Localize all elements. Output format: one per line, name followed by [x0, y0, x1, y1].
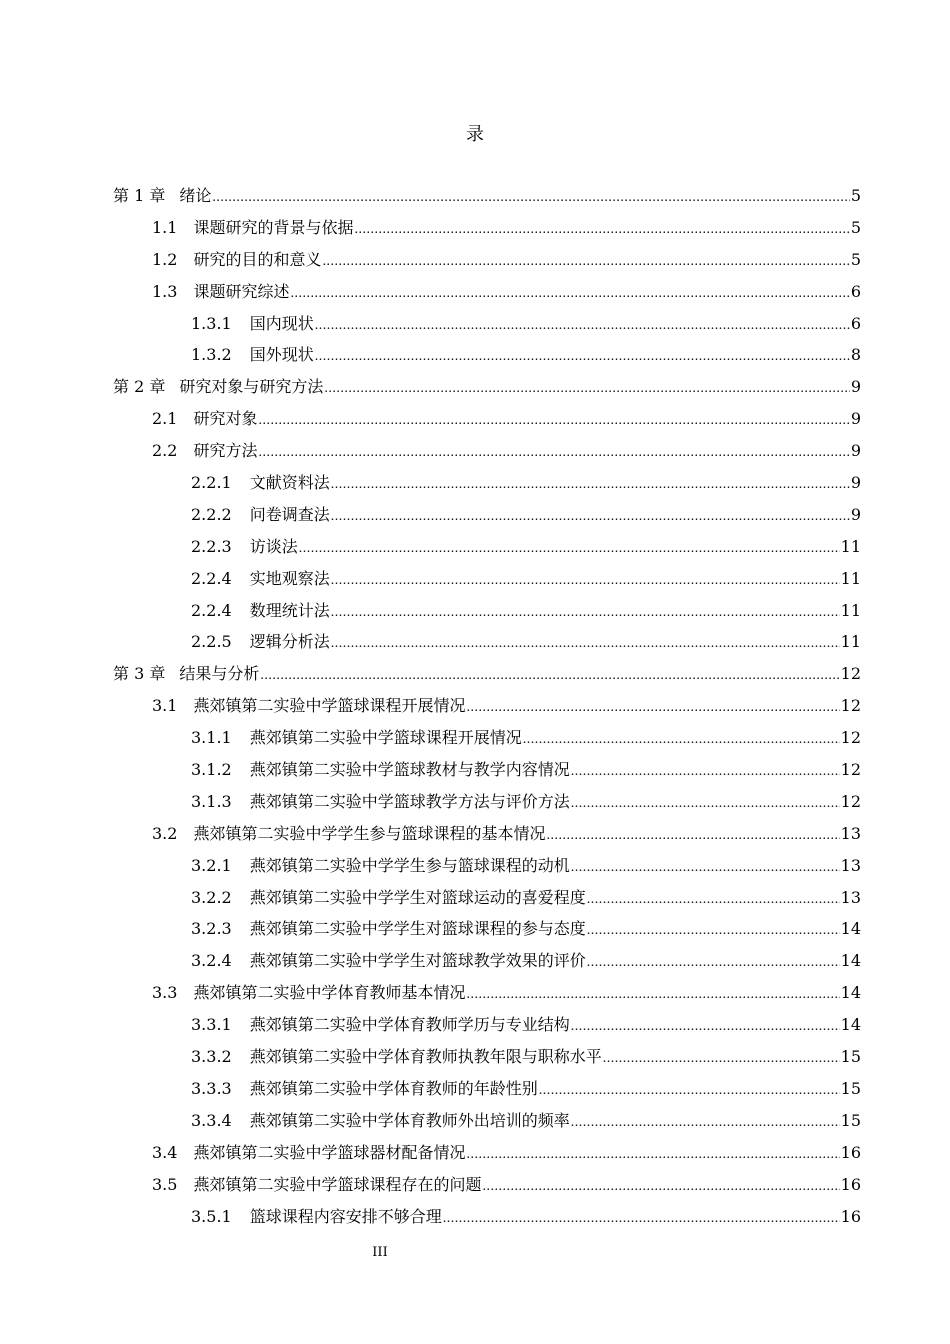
table-of-contents	[113, 180, 861, 1232]
toc-subsection-entry[interactable]	[113, 339, 861, 371]
toc-entry-page-number: 14	[840, 1015, 861, 1035]
toc-subsection-entry[interactable]	[113, 467, 861, 499]
toc-entry-page-number: 14	[840, 951, 861, 971]
toc-subsection-entry[interactable]	[113, 499, 861, 531]
toc-dot-leader	[299, 533, 840, 565]
toc-entry-number: 3.1	[152, 696, 178, 716]
toc-dot-leader	[571, 1011, 840, 1043]
toc-dot-leader	[443, 1203, 840, 1235]
toc-entry-page-number: 5	[850, 249, 861, 269]
toc-entry-title: 研究对象	[193, 409, 258, 429]
toc-entry-title: 文献资料法	[249, 473, 330, 493]
toc-section-entry[interactable]	[113, 212, 861, 244]
toc-subsection-entry[interactable]	[113, 531, 861, 563]
toc-dot-leader	[482, 1171, 839, 1203]
toc-entry-title: 篮球课程内容安排不够合理	[249, 1206, 442, 1226]
toc-chapter-entry[interactable]	[113, 371, 861, 403]
toc-entry-page-number: 5	[850, 186, 861, 205]
toc-entry-number: 2.2.4	[191, 568, 232, 588]
toc-subsection-entry[interactable]	[113, 1009, 861, 1041]
toc-dot-leader	[587, 947, 840, 979]
toc-entry-number: 第 2 章	[113, 377, 166, 397]
toc-entry-title: 燕郊镇第二实验中学篮球教学方法与评价方法	[249, 791, 570, 811]
toc-entry-page-number: 14	[840, 919, 861, 939]
toc-entry-number: 3.4	[152, 1142, 178, 1162]
toc-entry-title: 燕郊镇第二实验中学学生对篮球教学效果的评价	[249, 951, 586, 971]
toc-entry-page-number: 16	[840, 1174, 861, 1194]
toc-entry-page-number: 11	[840, 568, 861, 588]
toc-entry-number: 3.3.2	[191, 1047, 232, 1067]
toc-subsection-entry[interactable]	[113, 1041, 861, 1073]
toc-entry-title: 数理统计法	[249, 600, 330, 620]
toc-entry-page-number: 9	[850, 473, 861, 493]
toc-entry-title: 燕郊镇第二实验中学篮球课程开展情况	[249, 728, 522, 748]
toc-entry-number: 3.1.1	[191, 728, 232, 748]
toc-entry-number: 3.2.2	[191, 887, 232, 907]
page-number-footer: III	[372, 1245, 388, 1260]
toc-entry-page-number: 15	[840, 1078, 861, 1098]
toc-entry-title: 燕郊镇第二实验中学篮球教材与教学内容情况	[249, 760, 570, 780]
toc-dot-leader	[331, 565, 840, 597]
toc-entry-page-number: 8	[850, 345, 861, 365]
toc-entry-page-number: 15	[840, 1110, 861, 1130]
toc-entry-number: 2.2	[152, 441, 178, 461]
toc-chapter-entry[interactable]	[113, 180, 861, 212]
toc-entry-number: 3.3	[152, 983, 178, 1003]
toc-entry-number: 3.2.3	[191, 919, 232, 939]
toc-entry-title: 燕郊镇第二实验中学学生参与篮球课程的动机	[249, 855, 570, 875]
toc-entry-page-number: 6	[850, 313, 861, 333]
toc-entry-page-number: 13	[840, 855, 861, 875]
toc-dot-leader	[466, 692, 839, 724]
toc-entry-page-number: 12	[840, 791, 861, 811]
toc-section-entry[interactable]	[113, 276, 861, 308]
toc-dot-leader	[571, 852, 840, 884]
toc-dot-leader	[260, 660, 839, 692]
toc-subsection-entry[interactable]	[113, 722, 861, 754]
toc-entry-page-number: 6	[850, 281, 861, 301]
toc-entry-number: 3.1.2	[191, 760, 232, 780]
toc-dot-leader	[315, 341, 850, 373]
toc-entry-number: 2.2.5	[191, 632, 232, 652]
toc-entry-title: 燕郊镇第二实验中学体育教师执教年限与职称水平	[249, 1047, 602, 1067]
toc-entry-title: 燕郊镇第二实验中学体育教师外出培训的频率	[249, 1110, 570, 1130]
toc-entry-page-number: 13	[840, 823, 861, 843]
toc-section-entry[interactable]	[113, 1137, 861, 1169]
toc-entry-title: 绪论	[179, 186, 212, 205]
toc-dot-leader	[546, 820, 839, 852]
toc-entry-page-number: 9	[850, 377, 861, 397]
page-title: 录	[466, 124, 484, 145]
toc-entry-page-number: 12	[840, 664, 861, 684]
toc-entry-page-number: 12	[840, 760, 861, 780]
toc-entry-number: 3.3.1	[191, 1015, 232, 1035]
toc-section-entry[interactable]	[113, 1169, 861, 1201]
toc-dot-leader	[539, 1075, 840, 1107]
toc-subsection-entry[interactable]	[113, 1073, 861, 1105]
toc-section-entry[interactable]	[113, 244, 861, 276]
toc-entry-title: 燕郊镇第二实验中学篮球课程开展情况	[193, 696, 466, 716]
toc-entry-title: 燕郊镇第二实验中学体育教师的年龄性别	[249, 1078, 538, 1098]
toc-entry-page-number: 11	[840, 600, 861, 620]
toc-dot-leader	[324, 373, 849, 405]
toc-subsection-entry[interactable]	[113, 754, 861, 786]
toc-entry-title: 燕郊镇第二实验中学学生对篮球课程的参与态度	[249, 919, 586, 939]
toc-entry-title: 燕郊镇第二实验中学篮球器材配备情况	[193, 1142, 466, 1162]
toc-dot-leader	[571, 756, 840, 788]
toc-dot-leader	[466, 979, 839, 1011]
toc-subsection-entry[interactable]	[113, 913, 861, 945]
toc-entry-page-number: 12	[840, 728, 861, 748]
toc-entry-number: 1.3	[152, 281, 178, 301]
toc-dot-leader	[331, 628, 840, 660]
toc-entry-number: 3.5.1	[191, 1206, 232, 1226]
toc-entry-title: 燕郊镇第二实验中学体育教师学历与专业结构	[249, 1015, 570, 1035]
toc-entry-page-number: 9	[850, 409, 861, 429]
toc-subsection-entry[interactable]	[113, 850, 861, 882]
toc-dot-leader	[466, 1139, 839, 1171]
toc-entry-title: 燕郊镇第二实验中学学生对篮球运动的喜爱程度	[249, 887, 586, 907]
toc-dot-leader	[331, 469, 850, 501]
toc-entry-page-number: 11	[840, 632, 861, 652]
toc-entry-page-number: 16	[840, 1206, 861, 1226]
toc-entry-page-number: 16	[840, 1142, 861, 1162]
toc-section-entry[interactable]	[113, 690, 861, 722]
toc-subsection-entry[interactable]	[113, 563, 861, 595]
toc-entry-number: 3.1.3	[191, 791, 232, 811]
toc-dot-leader	[258, 437, 849, 469]
toc-subsection-entry[interactable]	[113, 1201, 861, 1233]
toc-entry-number: 3.2.1	[191, 855, 232, 875]
toc-subsection-entry[interactable]	[113, 308, 861, 340]
toc-dot-leader	[587, 915, 840, 947]
toc-entry-title: 国内现状	[249, 313, 314, 333]
toc-section-entry[interactable]	[113, 818, 861, 850]
toc-subsection-entry[interactable]	[113, 786, 861, 818]
toc-entry-number: 3.3.4	[191, 1110, 232, 1130]
toc-entry-page-number: 12	[840, 696, 861, 716]
toc-entry-title: 课题研究的背景与依据	[193, 217, 354, 237]
toc-entry-number: 1.3.1	[191, 313, 232, 333]
toc-entry-title: 结果与分析	[179, 664, 260, 684]
toc-entry-number: 2.1	[152, 409, 178, 429]
toc-entry-page-number: 9	[850, 504, 861, 524]
toc-entry-title: 燕郊镇第二实验中学学生参与篮球课程的基本情况	[193, 823, 546, 843]
toc-entry-number: 1.1	[152, 217, 178, 237]
toc-entry-title: 课题研究综述	[193, 281, 290, 301]
toc-entry-page-number: 11	[840, 536, 861, 556]
toc-dot-leader	[258, 405, 849, 437]
toc-subsection-entry[interactable]	[113, 595, 861, 627]
toc-dot-leader	[354, 214, 849, 246]
toc-dot-leader	[331, 597, 840, 629]
toc-entry-title: 逻辑分析法	[249, 632, 330, 652]
toc-entry-number: 2.2.1	[191, 473, 232, 493]
toc-entry-title: 研究对象与研究方法	[179, 377, 324, 397]
toc-entry-title: 研究的目的和意义	[193, 249, 322, 269]
toc-dot-leader	[212, 182, 849, 214]
toc-entry-title: 研究方法	[193, 441, 258, 461]
toc-dot-leader	[603, 1043, 840, 1075]
toc-entry-number: 3.2.4	[191, 951, 232, 971]
toc-dot-leader	[331, 501, 850, 533]
toc-entry-number: 1.2	[152, 249, 178, 269]
toc-dot-leader	[571, 788, 840, 820]
toc-entry-page-number: 9	[850, 441, 861, 461]
toc-chapter-entry[interactable]	[113, 658, 861, 690]
toc-entry-page-number: 5	[850, 217, 861, 237]
toc-entry-number: 3.3.3	[191, 1078, 232, 1098]
toc-entry-number: 2.2.4	[191, 600, 232, 620]
toc-subsection-entry[interactable]	[113, 1105, 861, 1137]
toc-entry-page-number: 13	[840, 887, 861, 907]
toc-subsection-entry[interactable]	[113, 882, 861, 914]
toc-entry-title: 燕郊镇第二实验中学篮球课程存在的问题	[193, 1174, 482, 1194]
toc-entry-number: 1.3.2	[191, 345, 232, 365]
toc-entry-title: 访谈法	[249, 536, 298, 556]
toc-section-entry[interactable]	[113, 403, 861, 435]
toc-dot-leader	[571, 1107, 840, 1139]
toc-entry-title: 燕郊镇第二实验中学体育教师基本情况	[193, 983, 466, 1003]
toc-entry-number: 3.2	[152, 823, 178, 843]
toc-entry-page-number: 15	[840, 1047, 861, 1067]
toc-dot-leader	[523, 724, 840, 756]
toc-section-entry[interactable]	[113, 977, 861, 1009]
toc-section-entry[interactable]	[113, 435, 861, 467]
toc-dot-leader	[322, 246, 849, 278]
toc-entry-title: 国外现状	[249, 345, 314, 365]
toc-entry-title: 实地观察法	[249, 568, 330, 588]
toc-entry-number: 2.2.2	[191, 504, 232, 524]
toc-dot-leader	[587, 884, 840, 916]
toc-entry-title: 问卷调查法	[249, 504, 330, 524]
toc-entry-page-number: 14	[840, 983, 861, 1003]
toc-dot-leader	[315, 310, 850, 342]
toc-entry-number: 3.5	[152, 1174, 178, 1194]
toc-entry-number: 第 1 章	[113, 186, 166, 205]
toc-subsection-entry[interactable]	[113, 945, 861, 977]
toc-entry-number: 第 3 章	[113, 664, 166, 684]
toc-subsection-entry[interactable]	[113, 626, 861, 658]
toc-entry-number: 2.2.3	[191, 536, 232, 556]
toc-dot-leader	[290, 278, 849, 310]
